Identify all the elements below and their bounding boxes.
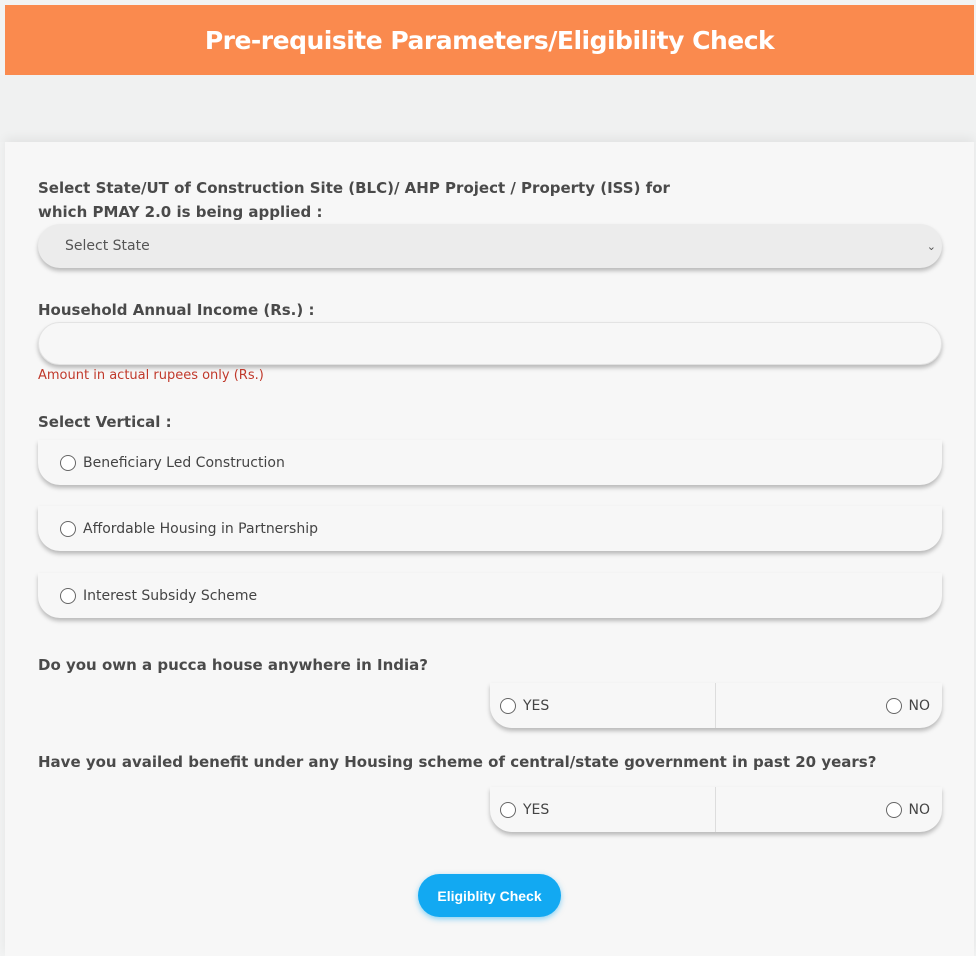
radio-icon[interactable]: [60, 521, 76, 537]
state-label: Select State/UT of Construction Site (BLC)/ AHP Project / Property (ISS) for which PMAY 2.0 is being applied :: [38, 179, 670, 221]
vertical-option-ahp[interactable]: [38, 506, 942, 551]
pucca-question: Do you own a pucca house anywhere in India?: [38, 656, 428, 674]
radio-icon[interactable]: [886, 698, 902, 714]
benefit-yes[interactable]: [490, 787, 716, 832]
income-note: Amount in actual rupees only (Rs.): [38, 368, 264, 383]
vertical-option-blc[interactable]: [38, 440, 942, 485]
eligibility-check-button[interactable]: Eligiblity Check: [418, 874, 561, 917]
page-header: [5, 5, 974, 75]
vertical-label: Select Vertical :: [38, 413, 172, 431]
radio-icon[interactable]: [60, 588, 76, 604]
pucca-yes[interactable]: [490, 683, 716, 728]
income-label: Household Annual Income (Rs.) :: [38, 301, 315, 319]
pucca-no[interactable]: [716, 683, 943, 728]
state-select-value: Select State: [65, 238, 150, 254]
yes-label: YES: [523, 697, 550, 714]
benefit-question: Have you availed benefit under any Housing scheme of central/state government in past 20 years?: [38, 753, 877, 771]
yes-label: YES: [523, 801, 550, 818]
no-label: NO: [908, 801, 930, 818]
radio-icon[interactable]: [500, 698, 516, 714]
vertical-option-iss[interactable]: [38, 573, 942, 618]
spacer-band: [0, 75, 976, 142]
no-label: NO: [908, 697, 930, 714]
option-label: Beneficiary Led Construction: [83, 454, 285, 471]
benefit-radio-group: [490, 787, 942, 832]
state-select[interactable]: [38, 224, 942, 268]
radio-icon[interactable]: [60, 455, 76, 471]
radio-icon[interactable]: [886, 802, 902, 818]
page-title: Pre-requisite Parameters/Eligibility Check: [204, 25, 775, 55]
pucca-radio-group: [490, 683, 942, 728]
option-label: Interest Subsidy Scheme: [83, 587, 258, 604]
option-label: Affordable Housing in Partnership: [83, 520, 318, 537]
benefit-no[interactable]: [716, 787, 943, 832]
chevron-down-icon: ⌄: [926, 239, 936, 253]
radio-icon[interactable]: [500, 802, 516, 818]
income-input[interactable]: [38, 322, 942, 365]
